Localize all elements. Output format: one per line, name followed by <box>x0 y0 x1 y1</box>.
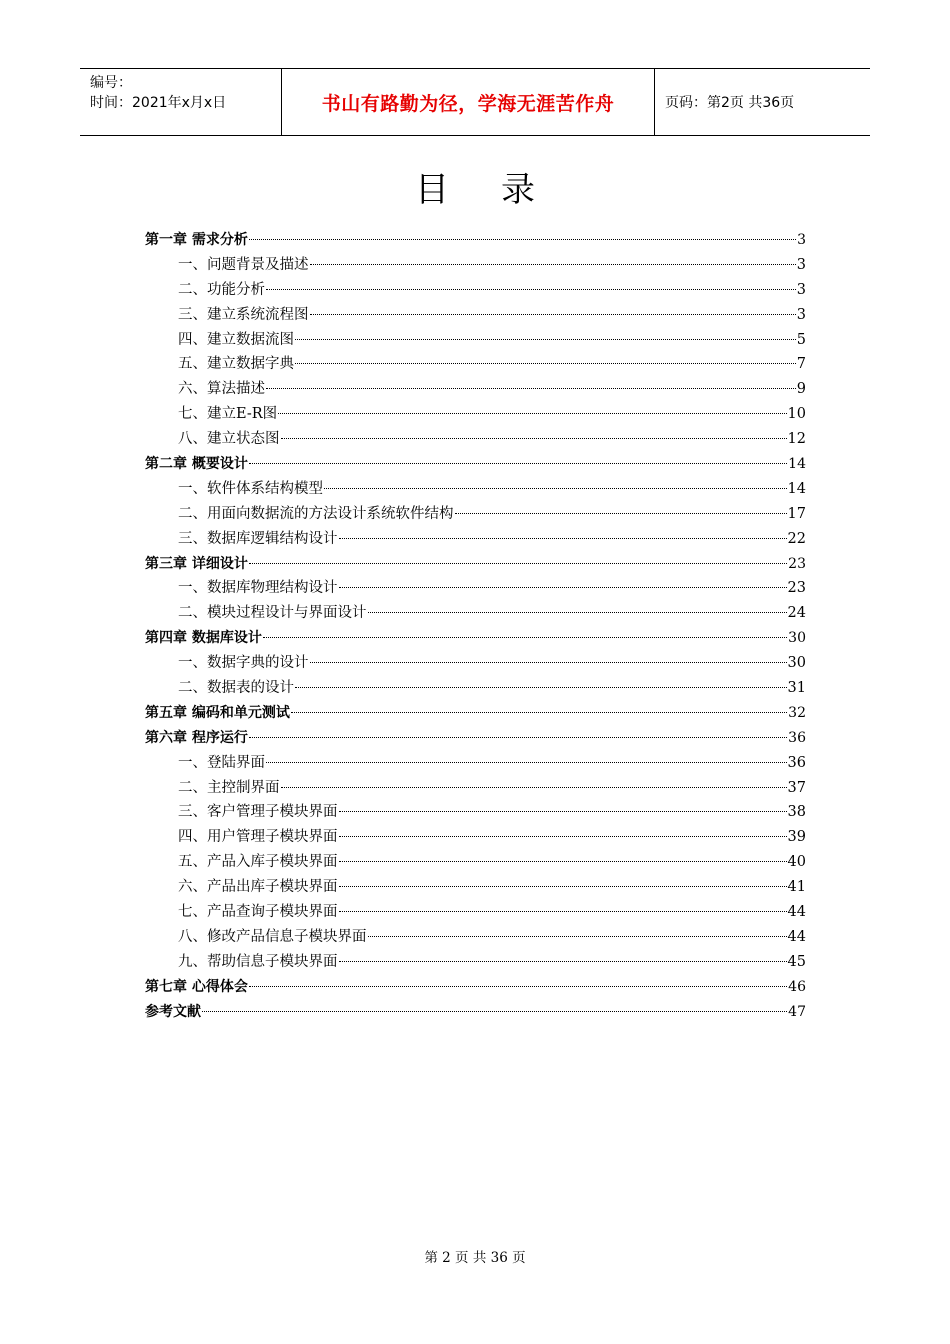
toc-section-entry[interactable] <box>145 502 806 527</box>
toc-entry-label: 第五章 编码和单元测试 <box>145 704 290 721</box>
toc-entry-label: 二、功能分析 <box>178 281 265 298</box>
toc-entry-page: 45 <box>787 953 806 970</box>
toc-leader-dots <box>266 289 796 290</box>
toc-entry-label: 七、产品查询子模块界面 <box>178 904 338 921</box>
toc-leader-dots <box>310 314 796 315</box>
toc-section-entry[interactable] <box>145 303 806 328</box>
toc-leader-dots <box>202 1011 787 1012</box>
table-of-contents <box>145 228 806 1025</box>
toc-entry-label: 二、用面向数据流的方法设计系统软件结构 <box>178 505 454 522</box>
toc-entry-label: 九、帮助信息子模块界面 <box>178 953 338 970</box>
header-page-info: 页码：第2页 共36页 <box>665 95 795 111</box>
toc-entry-page: 36 <box>787 754 806 771</box>
toc-leader-dots <box>339 538 787 539</box>
toc-leader-dots <box>368 936 787 937</box>
toc-entry-page: 30 <box>788 630 806 647</box>
toc-section-entry[interactable] <box>145 900 806 925</box>
toc-entry-page: 10 <box>787 406 806 423</box>
toc-entry-label: 第二章 概要设计 <box>145 456 248 473</box>
toc-entry-page: 5 <box>796 331 806 348</box>
toc-leader-dots <box>339 811 787 812</box>
toc-entry-label: 二、模块过程设计与界面设计 <box>178 605 367 622</box>
toc-entry-label: 一、软件体系结构模型 <box>178 480 323 497</box>
toc-title-char-1: 目 <box>415 170 449 210</box>
page-header <box>80 68 870 136</box>
toc-entry-label: 第四章 数据库设计 <box>145 630 262 647</box>
toc-leader-dots <box>310 264 796 265</box>
toc-section-entry[interactable] <box>145 925 806 950</box>
header-number-label: 编号： <box>90 75 132 91</box>
toc-leader-dots <box>310 662 787 663</box>
toc-entry-page: 3 <box>796 256 806 273</box>
toc-entry-page: 7 <box>796 356 806 373</box>
toc-entry-page: 32 <box>788 704 806 721</box>
toc-entry-label: 第七章 心得体会 <box>145 978 248 995</box>
toc-entry-page: 44 <box>787 904 806 921</box>
toc-entry-label: 二、数据表的设计 <box>178 680 294 697</box>
toc-entry-page: 36 <box>788 729 806 746</box>
toc-leader-dots <box>249 239 796 240</box>
toc-section-entry[interactable] <box>145 776 806 801</box>
toc-leader-dots <box>249 737 787 738</box>
toc-section-entry[interactable] <box>145 477 806 502</box>
toc-entry-label: 四、用户管理子模块界面 <box>178 829 338 846</box>
toc-section-entry[interactable] <box>145 601 806 626</box>
toc-entry-label: 参考文献 <box>145 1003 201 1020</box>
toc-leader-dots <box>249 563 787 564</box>
toc-leader-dots <box>368 612 787 613</box>
toc-title <box>0 162 950 211</box>
toc-entry-page: 47 <box>788 1003 806 1020</box>
toc-entry-page: 3 <box>796 281 806 298</box>
toc-chapter-entry[interactable] <box>145 626 806 651</box>
toc-chapter-entry[interactable] <box>145 975 806 1000</box>
page-footer: 第 2 页 共 36 页 <box>424 1250 526 1266</box>
toc-entry-label: 一、登陆界面 <box>178 754 265 771</box>
toc-entry-label: 第三章 详细设计 <box>145 555 248 572</box>
toc-entry-label: 四、建立数据流图 <box>178 331 294 348</box>
toc-entry-page: 23 <box>787 580 806 597</box>
toc-leader-dots <box>281 438 787 439</box>
toc-entry-page: 44 <box>787 928 806 945</box>
toc-entry-page: 23 <box>788 555 806 572</box>
toc-entry-label: 五、产品入库子模块界面 <box>178 854 338 871</box>
toc-section-entry[interactable] <box>145 278 806 303</box>
toc-leader-dots <box>339 886 787 887</box>
toc-section-entry[interactable] <box>145 800 806 825</box>
toc-entry-page: 3 <box>797 232 806 248</box>
toc-entry-page: 3 <box>796 306 806 323</box>
toc-section-entry[interactable] <box>145 377 806 402</box>
toc-section-entry[interactable] <box>145 253 806 278</box>
toc-chapter-entry[interactable] <box>145 701 806 726</box>
toc-section-entry[interactable] <box>145 352 806 377</box>
toc-entry-label: 一、数据库物理结构设计 <box>178 580 338 597</box>
toc-entry-page: 41 <box>787 879 806 896</box>
toc-leader-dots <box>266 762 787 763</box>
toc-entry-label: 八、修改产品信息子模块界面 <box>178 928 367 945</box>
toc-entry-page: 17 <box>787 505 806 522</box>
toc-leader-dots <box>339 911 787 912</box>
toc-entry-label: 五、建立数据字典 <box>178 356 294 373</box>
toc-chapter-entry[interactable] <box>145 228 806 253</box>
toc-entry-label: 一、数据字典的设计 <box>178 655 309 672</box>
toc-leader-dots <box>455 513 787 514</box>
toc-entry-page: 14 <box>788 456 806 473</box>
toc-entry-page: 38 <box>787 804 806 821</box>
toc-section-entry[interactable] <box>145 651 806 676</box>
toc-entry-page: 37 <box>787 779 806 796</box>
toc-entry-page: 24 <box>787 605 806 622</box>
toc-entry-page: 40 <box>787 854 806 871</box>
toc-chapter-entry[interactable] <box>145 452 806 477</box>
toc-chapter-entry[interactable] <box>145 1000 806 1025</box>
header-slogan: 书山有路勤为径，学海无涯苦作舟 <box>281 69 655 135</box>
header-meta <box>80 69 281 135</box>
toc-section-entry[interactable] <box>145 950 806 975</box>
toc-entry-label: 六、产品出库子模块界面 <box>178 879 338 896</box>
toc-leader-dots <box>324 488 787 489</box>
toc-leader-dots <box>249 463 787 464</box>
toc-leader-dots <box>295 687 787 688</box>
toc-leader-dots <box>281 787 787 788</box>
toc-section-entry[interactable] <box>145 576 806 601</box>
toc-leader-dots <box>291 712 787 713</box>
toc-entry-page: 12 <box>787 431 806 448</box>
toc-chapter-entry[interactable] <box>145 552 806 577</box>
toc-section-entry[interactable] <box>145 328 806 353</box>
toc-chapter-entry[interactable] <box>145 726 806 751</box>
toc-leader-dots <box>339 861 787 862</box>
toc-entry-label: 二、主控制界面 <box>178 779 280 796</box>
toc-entry-label: 三、客户管理子模块界面 <box>178 804 338 821</box>
toc-entry-label: 八、建立状态图 <box>178 431 280 448</box>
toc-section-entry[interactable] <box>145 751 806 776</box>
toc-leader-dots <box>249 986 787 987</box>
toc-section-entry[interactable] <box>145 825 806 850</box>
toc-entry-page: 9 <box>796 381 806 398</box>
toc-entry-page: 14 <box>787 480 806 497</box>
toc-section-entry[interactable] <box>145 427 806 452</box>
toc-leader-dots <box>339 961 787 962</box>
toc-leader-dots <box>295 339 796 340</box>
toc-entry-label: 第一章 需求分析 <box>145 232 248 248</box>
toc-section-entry[interactable] <box>145 527 806 552</box>
toc-entry-label: 三、数据库逻辑结构设计 <box>178 530 338 547</box>
toc-entry-label: 第六章 程序运行 <box>145 729 248 746</box>
toc-title-char-2: 录 <box>501 170 535 210</box>
toc-entry-page: 22 <box>787 530 806 547</box>
toc-entry-label: 六、算法描述 <box>178 381 265 398</box>
toc-leader-dots <box>295 363 796 364</box>
toc-leader-dots <box>263 637 787 638</box>
toc-section-entry[interactable] <box>145 850 806 875</box>
toc-entry-label: 三、建立系统流程图 <box>178 306 309 323</box>
toc-entry-label: 七、建立E-R图 <box>178 406 278 423</box>
header-time-label: 时间：2021年x月x日 <box>90 95 227 111</box>
toc-leader-dots <box>266 388 796 389</box>
toc-entry-page: 39 <box>787 829 806 846</box>
toc-entry-page: 30 <box>787 655 806 672</box>
toc-section-entry[interactable] <box>145 402 806 427</box>
toc-leader-dots <box>339 587 787 588</box>
toc-entry-page: 31 <box>787 680 806 697</box>
toc-entry-label: 一、问题背景及描述 <box>178 256 309 273</box>
toc-entry-page: 46 <box>788 978 806 995</box>
toc-section-entry[interactable] <box>145 676 806 701</box>
toc-leader-dots <box>339 836 787 837</box>
toc-section-entry[interactable] <box>145 875 806 900</box>
toc-leader-dots <box>278 413 786 414</box>
